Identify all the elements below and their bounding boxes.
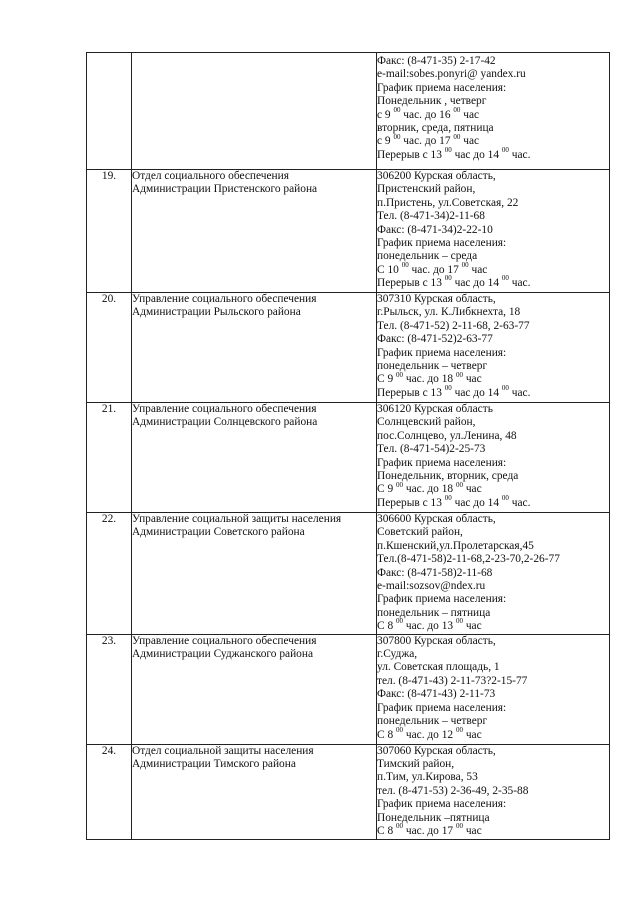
contact-line: Понедельник , четверг bbox=[377, 95, 487, 108]
contact-line: понедельник – четверг bbox=[377, 715, 488, 728]
row-number: 19. bbox=[87, 170, 132, 293]
contact-cell bbox=[377, 744, 610, 839]
table-row bbox=[87, 744, 610, 839]
contact-line: п.Кшенский,ул.Пролетарская,45 bbox=[377, 539, 534, 552]
contact-line: Перерыв с 13 $^{00}$ час до 14 $^{00}$ час. bbox=[377, 146, 531, 161]
organization-line: Управление социального обеспечения bbox=[132, 293, 317, 305]
contact-line: Факс: (8-471-35) 2-17-42 bbox=[377, 55, 496, 67]
contact-line: С 10 $^{00}$ час. до 17 $^{00}$ час bbox=[377, 261, 488, 276]
contact-line: Тел.(8-471-58)2-11-68,2-23-70,2-26-77 bbox=[377, 553, 560, 566]
contact-line: Факс: (8-471-52)2-63-77 bbox=[377, 333, 493, 346]
contact-line: С 8 $^{00}$ час. до 12 $^{00}$ час bbox=[377, 725, 482, 741]
contact-line: График приема населения: bbox=[377, 798, 507, 811]
contact-line: Советский район, bbox=[377, 526, 463, 539]
contact-line: п.Пристень, ул.Советская, 22 bbox=[377, 196, 519, 209]
organization-line: Управление социального обеспечения bbox=[132, 634, 317, 647]
row-number: 23. bbox=[87, 634, 132, 744]
table-row bbox=[87, 170, 610, 293]
contact-line: График приема населения: bbox=[377, 81, 507, 94]
contact-line: График приема населения: bbox=[377, 237, 507, 250]
contact-line: тел. (8-471-53) 2-36-49, 2-35-88 bbox=[377, 784, 529, 797]
organization-cell bbox=[132, 170, 377, 293]
contact-line: 306600 Курская область, bbox=[377, 513, 496, 525]
contact-line: 307310 Курская область, bbox=[377, 293, 496, 305]
organization-line: Администрации Советского района bbox=[132, 526, 305, 539]
organization-cell bbox=[132, 53, 377, 170]
organization-line: Администрации Пристенского района bbox=[132, 183, 318, 196]
organization-line: Администрации Суджанского района bbox=[132, 648, 314, 661]
contact-line: Перерыв с 13 $^{00}$ час до 14 $^{00}$ час. bbox=[377, 494, 531, 509]
contact-line: п.Тим, ул.Кирова, 53 bbox=[377, 771, 478, 784]
contact-line: Понедельник, вторник, среда bbox=[377, 470, 519, 483]
contact-cell bbox=[377, 170, 610, 293]
contact-line: Факс: (8-471-43) 2-11-73 bbox=[377, 688, 496, 701]
contact-line: График приема населения: bbox=[377, 701, 507, 714]
contact-line: График приема населения: bbox=[377, 593, 507, 606]
contact-line: График приема населения: bbox=[377, 346, 507, 359]
contact-line: С 8 $^{00}$ час. до 17 $^{00}$ час bbox=[377, 822, 482, 838]
contact-line: г.Рыльск, ул. К.Либкнехта, 18 bbox=[377, 306, 521, 319]
contact-line: Тел. (8-471-34)2-11-68 bbox=[377, 210, 485, 223]
contact-line: понедельник – пятница bbox=[377, 606, 491, 619]
row-number bbox=[87, 53, 132, 170]
contact-cell bbox=[377, 403, 610, 513]
contact-line: 306120 Курская область bbox=[377, 403, 493, 415]
table-row bbox=[87, 293, 610, 403]
organization-cell bbox=[132, 744, 377, 839]
row-number: 20. bbox=[87, 293, 132, 403]
row-number: 22. bbox=[87, 513, 132, 635]
organization-line: Администрации Солнцевского района bbox=[132, 416, 318, 429]
contact-line: 307800 Курская область, bbox=[377, 634, 496, 647]
contact-line: Факс: (8-471-58)2-11-68 bbox=[377, 566, 493, 579]
contact-line: с 9 $^{00}$ час. до 16 $^{00}$ час bbox=[377, 105, 480, 121]
contact-line: 307060 Курская область, bbox=[377, 744, 496, 757]
table-row bbox=[87, 513, 610, 635]
contact-line: С 8 $^{00}$ час. до 13 $^{00}$ час bbox=[377, 617, 482, 633]
contact-line: тел. (8-471-43) 2-11-73?2-15-77 bbox=[377, 674, 528, 687]
contact-line: С 9 $^{00}$ час. до 18 $^{00}$ час bbox=[377, 480, 482, 496]
organization-line: Администрации Рыльского района bbox=[132, 306, 301, 319]
contact-line: Солнцевский район, bbox=[377, 416, 476, 429]
contact-cell bbox=[377, 53, 610, 170]
contact-line: понедельник – среда bbox=[377, 250, 478, 263]
contact-line: e-mail:sobes.ponyri@ yandex.ru bbox=[377, 68, 526, 81]
contact-line: г.Суджа, bbox=[377, 648, 418, 661]
contact-line: С 9 $^{00}$ час. до 18 $^{00}$ час bbox=[377, 370, 482, 386]
organization-cell bbox=[132, 293, 377, 403]
table-row bbox=[87, 634, 610, 744]
organization-line: Управление социального обеспечения bbox=[132, 403, 317, 415]
row-number: 21. bbox=[87, 403, 132, 513]
contact-line: пос.Солнцево, ул.Ленина, 48 bbox=[377, 429, 517, 442]
organization-line: Администрации Тимского района bbox=[132, 758, 296, 771]
contact-line: График приема населения: bbox=[377, 456, 507, 469]
contact-line: Факс: (8-471-34)2-22-10 bbox=[377, 223, 493, 236]
contact-cell bbox=[377, 293, 610, 403]
row-number: 24. bbox=[87, 744, 132, 839]
contact-line: ул. Советская площадь, 1 bbox=[377, 661, 500, 674]
contact-line: Тимский район, bbox=[377, 758, 455, 771]
contact-line: Пристенский район, bbox=[377, 183, 476, 196]
contact-cell bbox=[377, 513, 610, 635]
organization-cell bbox=[132, 513, 377, 635]
organization-line: Управление социальной защиты населения bbox=[132, 513, 342, 525]
contact-line: 306200 Курская область, bbox=[377, 170, 496, 182]
table-row bbox=[87, 53, 610, 170]
contact-line: Перерыв с 13 $^{00}$ час до 14 $^{00}$ час. bbox=[377, 274, 531, 290]
contact-line: Тел. (8-471-54)2-25-73 bbox=[377, 443, 486, 456]
contact-line: e-mail:sozsov@ndex.ru bbox=[377, 580, 486, 593]
agencies-table bbox=[86, 52, 610, 840]
contact-line: с 9 $^{00}$ час. до 17 $^{00}$ час bbox=[377, 132, 480, 148]
contact-line: Понедельник –пятница bbox=[377, 811, 490, 824]
contact-line: Тел. (8-471-52) 2-11-68, 2-63-77 bbox=[377, 319, 530, 332]
organization-line: Отдел социального обеспечения bbox=[132, 170, 289, 182]
organization-cell bbox=[132, 634, 377, 744]
organization-cell bbox=[132, 403, 377, 513]
contact-line: Перерыв с 13 $^{00}$ час до 14 $^{00}$ час. bbox=[377, 384, 531, 399]
table-row bbox=[87, 403, 610, 513]
contact-cell bbox=[377, 634, 610, 744]
contact-line: понедельник – четверг bbox=[377, 360, 488, 373]
contact-line: вторник, среда, пятница bbox=[377, 122, 494, 135]
organization-line: Отдел социальной защиты населения bbox=[132, 744, 314, 757]
